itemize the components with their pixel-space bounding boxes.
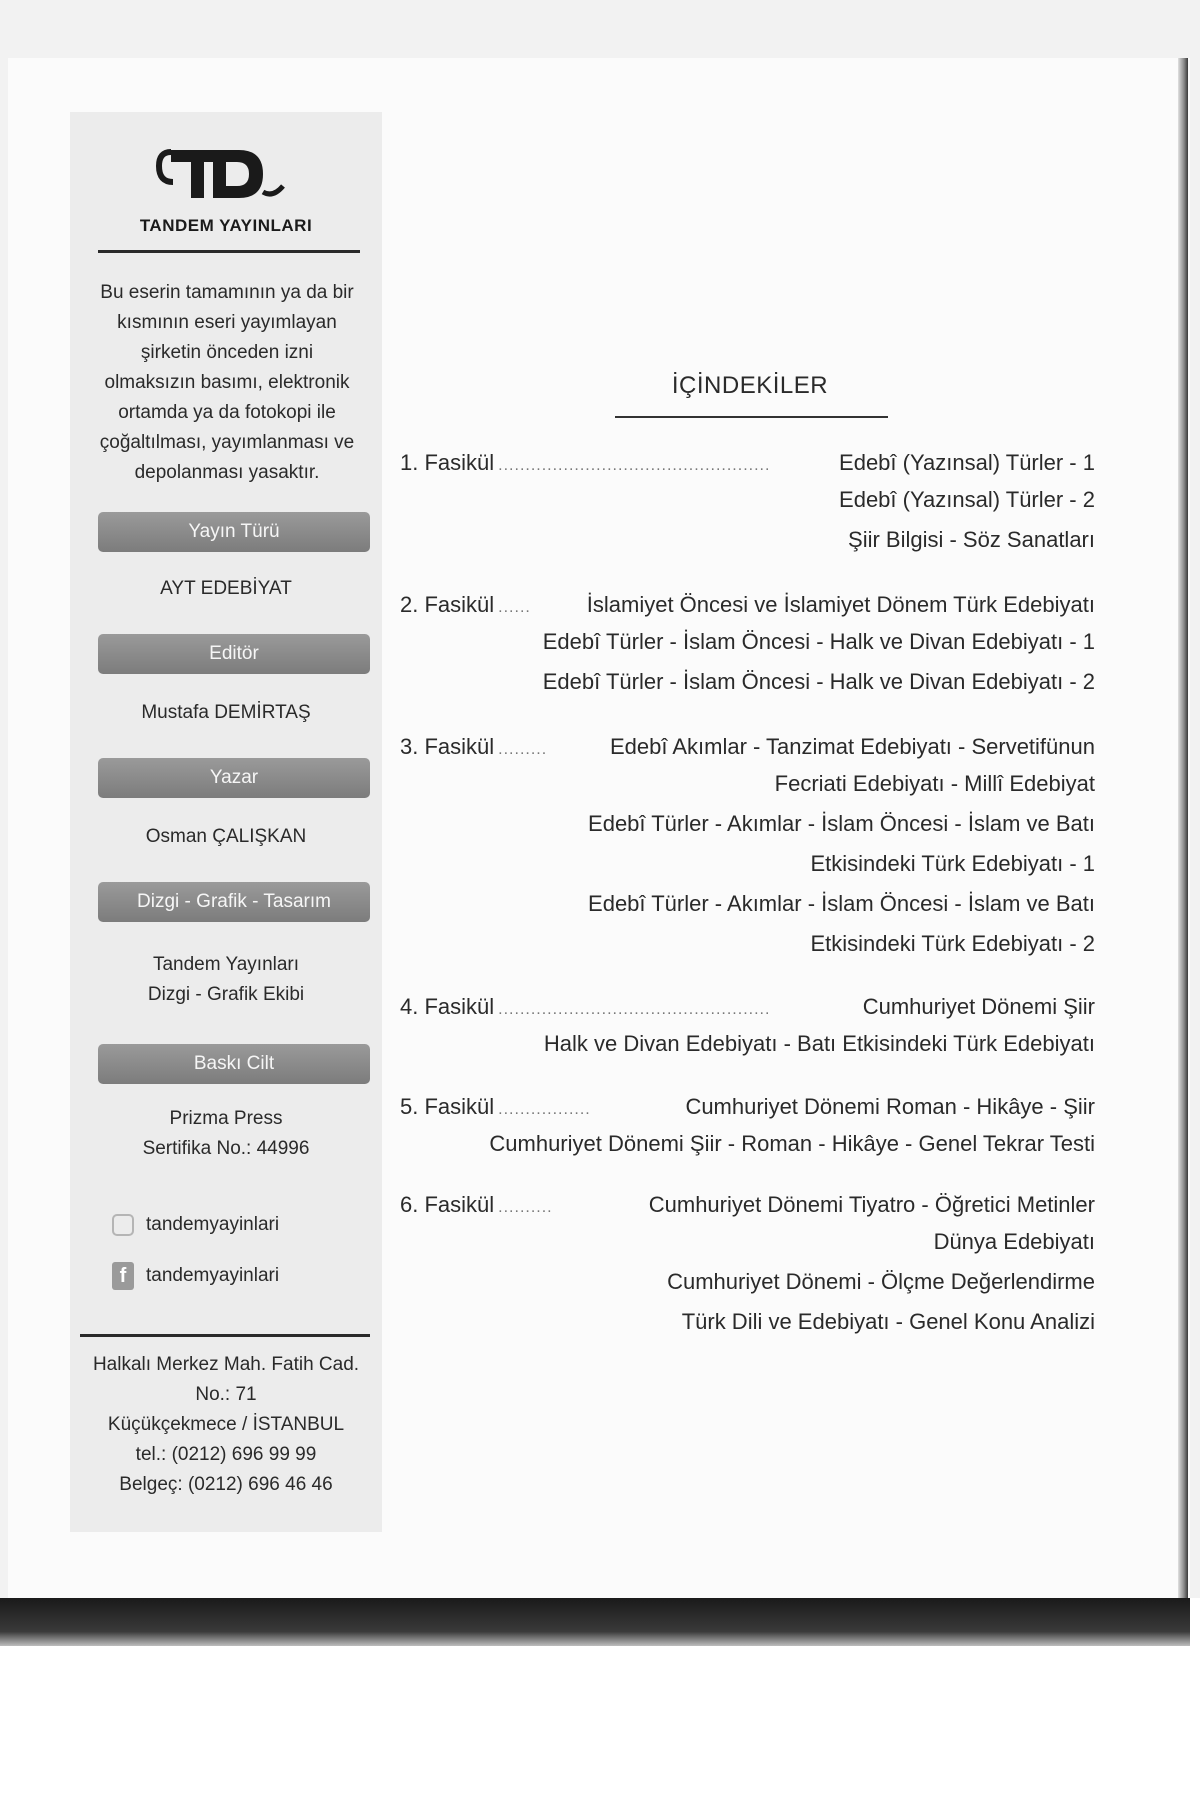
printing-line-2: Sertifika No.: 44996 xyxy=(142,1138,310,1159)
toc-entry: Türk Dili ve Edebiyatı - Genel Konu Analizi xyxy=(681,1309,1095,1334)
divider xyxy=(98,250,360,253)
address-line: Halkalı Merkez Mah. Fatih Cad. xyxy=(92,1354,360,1375)
typesetting-line-1: Tandem Yayınları xyxy=(152,954,300,975)
instagram-handle: tandemyayinlari xyxy=(146,1214,280,1235)
publication-type-value: AYT EDEBİYAT xyxy=(160,578,292,599)
label-pill-typesetting: Dizgi - Grafik - Tasarım xyxy=(98,882,370,922)
label-pill-editor: Editör xyxy=(98,634,370,674)
typesetting-line-2: Dizgi - Grafik Ekibi xyxy=(147,984,305,1005)
instagram-icon xyxy=(112,1214,134,1236)
leader-dots: ................. xyxy=(498,1101,591,1118)
toc-section-number: 2. Fasikül xyxy=(400,592,495,617)
copyright-notice: Bu eserin tamamının ya da bir kısmının eseri yayımlayan şirketin önceden izni olmaksızın basımı, elektronik ortamda ya da fotokopi ile çoğaltılması, yayımlanması ve depolanması yasaktır. xyxy=(99,282,355,483)
leader-dots: ...... xyxy=(498,599,531,616)
toc-entry: Etkisindeki Türk Edebiyatı - 2 xyxy=(810,931,1095,956)
toc-entry: Edebî (Yazınsal) Türler - 2 xyxy=(839,487,1095,512)
toc-entry: Edebî Türler - Akımlar - İslam Öncesi - İslam ve Batı xyxy=(588,811,1095,836)
toc-section-number: 6. Fasikül xyxy=(400,1192,495,1217)
td-logo-icon xyxy=(151,142,301,212)
facebook-link[interactable] xyxy=(112,1262,279,1290)
fax-line: Belgeç: (0212) 696 46 46 xyxy=(119,1474,333,1495)
author-name: Osman ÇALIŞKAN xyxy=(145,826,307,847)
toc-entry: İslamiyet Öncesi ve İslamiyet Dönem Türk Edebiyatı xyxy=(586,592,1095,617)
toc-entry: Edebî Türler - İslam Öncesi - Halk ve Divan Edebiyatı - 1 xyxy=(542,629,1095,654)
phone-line: tel.: (0212) 696 99 99 xyxy=(135,1444,317,1465)
toc-entry: Edebî Akımlar - Tanzimat Edebiyatı - Servetifünun xyxy=(609,734,1095,759)
instagram-link[interactable] xyxy=(112,1214,279,1236)
toc-entry: Edebî Türler - Akımlar - İslam Öncesi - İslam ve Batı xyxy=(588,891,1095,916)
toc-title: İÇİNDEKİLER xyxy=(671,372,829,399)
facebook-handle: tandemyayinlari xyxy=(146,1265,280,1286)
toc-section-4 xyxy=(400,990,1095,1064)
label-pill-publication-type: Yayın Türü xyxy=(98,512,370,552)
toc-entry: Cumhuriyet Dönemi Şiir xyxy=(862,994,1095,1019)
toc-entry: Edebî Türler - İslam Öncesi - Halk ve Divan Edebiyatı - 2 xyxy=(542,669,1095,694)
scan-bottom-band xyxy=(0,1598,1200,1800)
leader-dots: .......... xyxy=(498,1199,553,1216)
toc-entry: Şiir Bilgisi - Söz Sanatları xyxy=(848,527,1095,552)
label-pill-author: Yazar xyxy=(98,758,370,798)
publisher-sidebar xyxy=(70,112,382,1532)
toc-entry: Edebî (Yazınsal) Türler - 1 xyxy=(839,450,1095,475)
publisher-logo xyxy=(70,142,382,212)
facebook-icon: f xyxy=(112,1262,134,1290)
toc-entry: Cumhuriyet Dönemi - Ölçme Değerlendirme xyxy=(667,1269,1095,1294)
address-line: No.: 71 xyxy=(195,1384,257,1405)
toc-title-underline xyxy=(615,416,888,418)
toc-entry: Cumhuriyet Dönemi Roman - Hikâye - Şiir xyxy=(685,1094,1095,1119)
toc-section-1 xyxy=(400,446,1095,560)
printing-line-1: Prizma Press xyxy=(169,1108,283,1129)
toc-section-3 xyxy=(400,730,1095,964)
publisher-address xyxy=(70,1350,382,1500)
leader-dots: ......... xyxy=(498,741,548,758)
toc-section-number: 4. Fasikül xyxy=(400,994,495,1019)
leader-dots: .................................................. xyxy=(498,457,771,474)
toc-entry: Dünya Edebiyatı xyxy=(933,1229,1095,1254)
toc-section-2 xyxy=(400,588,1095,702)
editor-name: Mustafa DEMİRTAŞ xyxy=(141,702,311,723)
toc-section-5 xyxy=(400,1090,1095,1164)
toc-section-number: 1. Fasikül xyxy=(400,450,495,475)
toc-section-number: 5. Fasikül xyxy=(400,1094,495,1119)
toc-entry: Cumhuriyet Dönemi Tiyatro - Öğretici Metinler xyxy=(648,1192,1095,1217)
toc-section-number: 3. Fasikül xyxy=(400,734,495,759)
publisher-name: TANDEM YAYINLARI xyxy=(139,216,313,235)
divider xyxy=(80,1334,370,1337)
label-pill-printing: Baskı Cilt xyxy=(98,1044,370,1084)
toc-entry: Fecriati Edebiyatı - Millî Edebiyat xyxy=(774,771,1095,796)
toc-entry: Cumhuriyet Dönemi Şiir - Roman - Hikâye - Genel Tekrar Testi xyxy=(489,1131,1095,1156)
page-edge-shadow xyxy=(1178,58,1188,1618)
leader-dots: .................................................. xyxy=(498,1001,771,1018)
toc-section-6 xyxy=(400,1188,1095,1342)
address-line: Küçükçekmece / İSTANBUL xyxy=(107,1414,345,1435)
toc-entry: Etkisindeki Türk Edebiyatı - 1 xyxy=(810,851,1095,876)
toc-entry: Halk ve Divan Edebiyatı - Batı Etkisindeki Türk Edebiyatı xyxy=(543,1031,1095,1056)
